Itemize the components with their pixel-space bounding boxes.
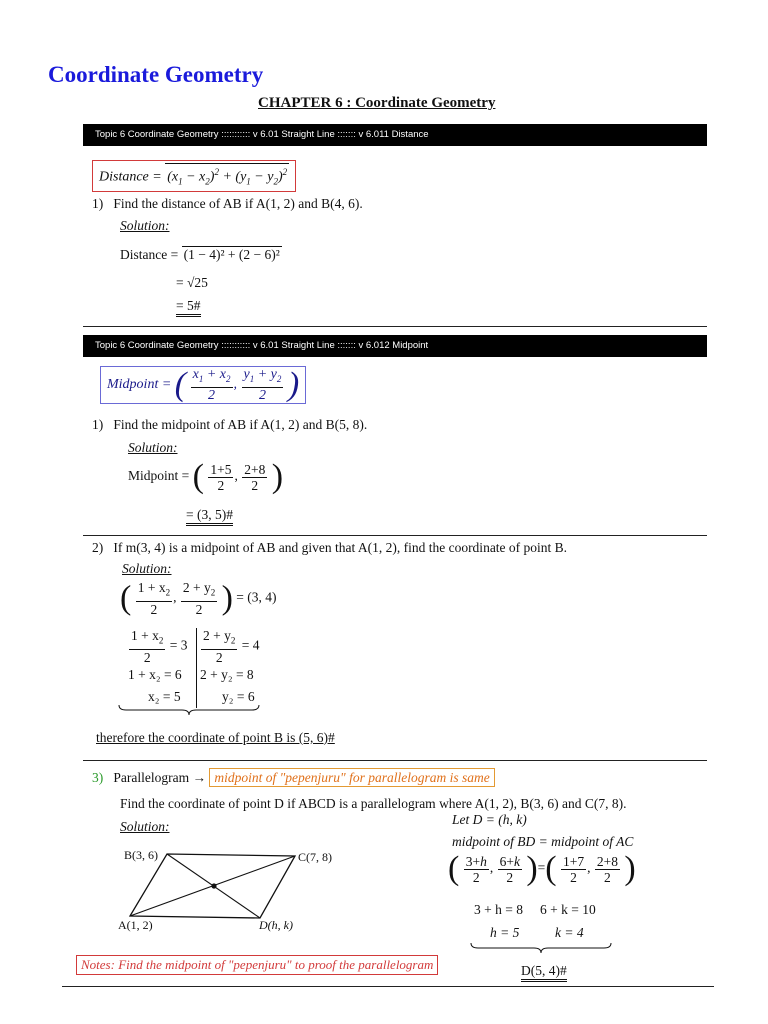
parallelogram-solution-label: Solution: [120, 819, 170, 834]
vertex-d-label: D(h, k) [259, 918, 293, 932]
distance-q1-number: 1) [92, 196, 104, 211]
vertex-c-label: C(7, 8) [298, 850, 332, 864]
parallelogram-rule-box: midpoint of "pepenjuru" for parallelogram is same [209, 768, 494, 787]
divider [62, 986, 714, 987]
eq-h: 3 + h = 8 [474, 902, 523, 917]
result-h: h = 5 [490, 925, 520, 940]
distance-formula-box [92, 160, 296, 192]
midpoint-q1-number: 1) [92, 417, 104, 432]
midpoint-q2-text: If m(3, 4) is a midpoint of AB and given that A(1, 2), find the coordinate of point B. [113, 540, 568, 555]
parallelogram-label: Parallelogram → [113, 770, 206, 785]
distance-answer: = 5# [176, 298, 201, 317]
topic-bar-distance: Topic 6 Coordinate Geometry ::::::::::: v 6.01 Straight Line ::::::: v 6.011 Distance [83, 124, 707, 146]
midpoint-formula-box: Midpoint = ( $\frac{x_1 + x_2}{2}$ , $\frac{y_1 + y_2}{2}$ ) [100, 366, 306, 404]
parallelogram-equation: ( $\frac{3+h}{2}$ , $\frac{6+k}{2}$ )=( $\frac{1+7}{2}$ , $\frac{2+8}{2}$ ) [448, 850, 636, 887]
distance-step1 [120, 246, 282, 263]
notes-box: Notes: Find the midpoint of "pepenjuru" to proof the parallelogram [76, 955, 438, 975]
underbrace [470, 942, 612, 954]
result-k: k = 4 [555, 925, 584, 940]
column-divider [196, 628, 197, 708]
distance-q1-text: Find the distance of AB if A(1, 2) and B(4, 6). [113, 196, 363, 211]
parallelogram-header [92, 770, 495, 786]
midpoint-q1-step: Midpoint = ( $\frac{1+5}{2}$ , $\frac{2+8}{2}$ ) [128, 458, 284, 495]
q2-right-eq2: 2 + y₂ = 8 [200, 666, 254, 682]
midpoint-q2-number: 2) [92, 540, 104, 555]
page-title: Coordinate Geometry [48, 62, 264, 87]
let-d: Let D = (h, k) [452, 812, 527, 827]
midpoint-dot [211, 883, 216, 888]
eq-k: 6 + k = 10 [540, 902, 596, 917]
distance-formula-root: $(x_1 - x_2)^2 + (y_1 - y_2)^2$ [165, 163, 289, 189]
distance-step1-label: Distance = [120, 247, 179, 262]
q2-right-eq3: y₂ = 6 [222, 688, 255, 704]
vertex-b-label: B(3, 6) [124, 848, 158, 862]
parallelogram-q3-number: 3) [92, 770, 104, 785]
vertex-a-label: A(1, 2) [118, 918, 153, 932]
midpoint-q1-text: Find the midpoint of AB if A(1, 2) and B(5, 8). [113, 417, 368, 432]
topic-bar-midpoint: Topic 6 Coordinate Geometry ::::::::::: v 6.01 Straight Line ::::::: v 6.012 Midpoint [83, 335, 707, 357]
q2-left-column: $\frac{1 + x_2}{2}$ = 3 1 + x₂ = 6 x₂ = 5 [128, 628, 258, 705]
distance-step2: = √25 [176, 275, 208, 290]
midpoint-solution-label: Solution: [128, 440, 178, 455]
distance-step1-root: (1 − 4)² + (2 − 6)² [183, 247, 280, 262]
midpoint-q2 [92, 540, 567, 556]
q2-left-eq2: 1 + x₂ = 6 [128, 666, 182, 682]
divider [83, 760, 707, 761]
distance-formula-label: Distance = [99, 169, 162, 185]
midpoint-equality: midpoint of BD = midpoint of AC [452, 834, 634, 849]
midpoint-q1-step-label: Midpoint = [128, 468, 190, 484]
midpoint-q2-conclusion: therefore the coordinate of point B is (5, 6)# [96, 730, 335, 745]
distance-q1 [92, 196, 363, 212]
midpoint-q2-solution-label: Solution: [122, 561, 172, 576]
chapter-heading: CHAPTER 6 : Coordinate Geometry [258, 95, 496, 111]
parallelogram-question: Find the coordinate of point D if ABCD is a parallelogram where A(1, 2), B(3, 6) and C(7, 8). [120, 796, 627, 811]
underbrace [118, 704, 260, 716]
divider [83, 326, 707, 327]
midpoint-q1-answer: = (3, 5)# [186, 507, 233, 526]
midpoint-q2-eq-rhs: = (3, 4) [236, 589, 277, 605]
divider [83, 535, 707, 536]
q2-right-column: $\frac{2 + y_2}{2}$ = 4 2 + y₂ = 8 y₂ = 6 [200, 628, 330, 705]
distance-solution-label: Solution: [120, 218, 170, 233]
q2-left-eq3: x₂ = 5 [148, 688, 181, 704]
parallelogram-answer: D(5, 4)# [521, 963, 567, 982]
midpoint-formula-label: Midpoint = [107, 377, 172, 393]
q2-left-eq1: = 3 [169, 637, 188, 653]
midpoint-q2-equation: ( $\frac{1 + x_2}{2}$ , $\frac{2 + y_2}{2}$ ) = (3, 4) [120, 579, 277, 617]
midpoint-q1 [92, 417, 367, 433]
q2-right-eq1: = 4 [241, 637, 260, 653]
